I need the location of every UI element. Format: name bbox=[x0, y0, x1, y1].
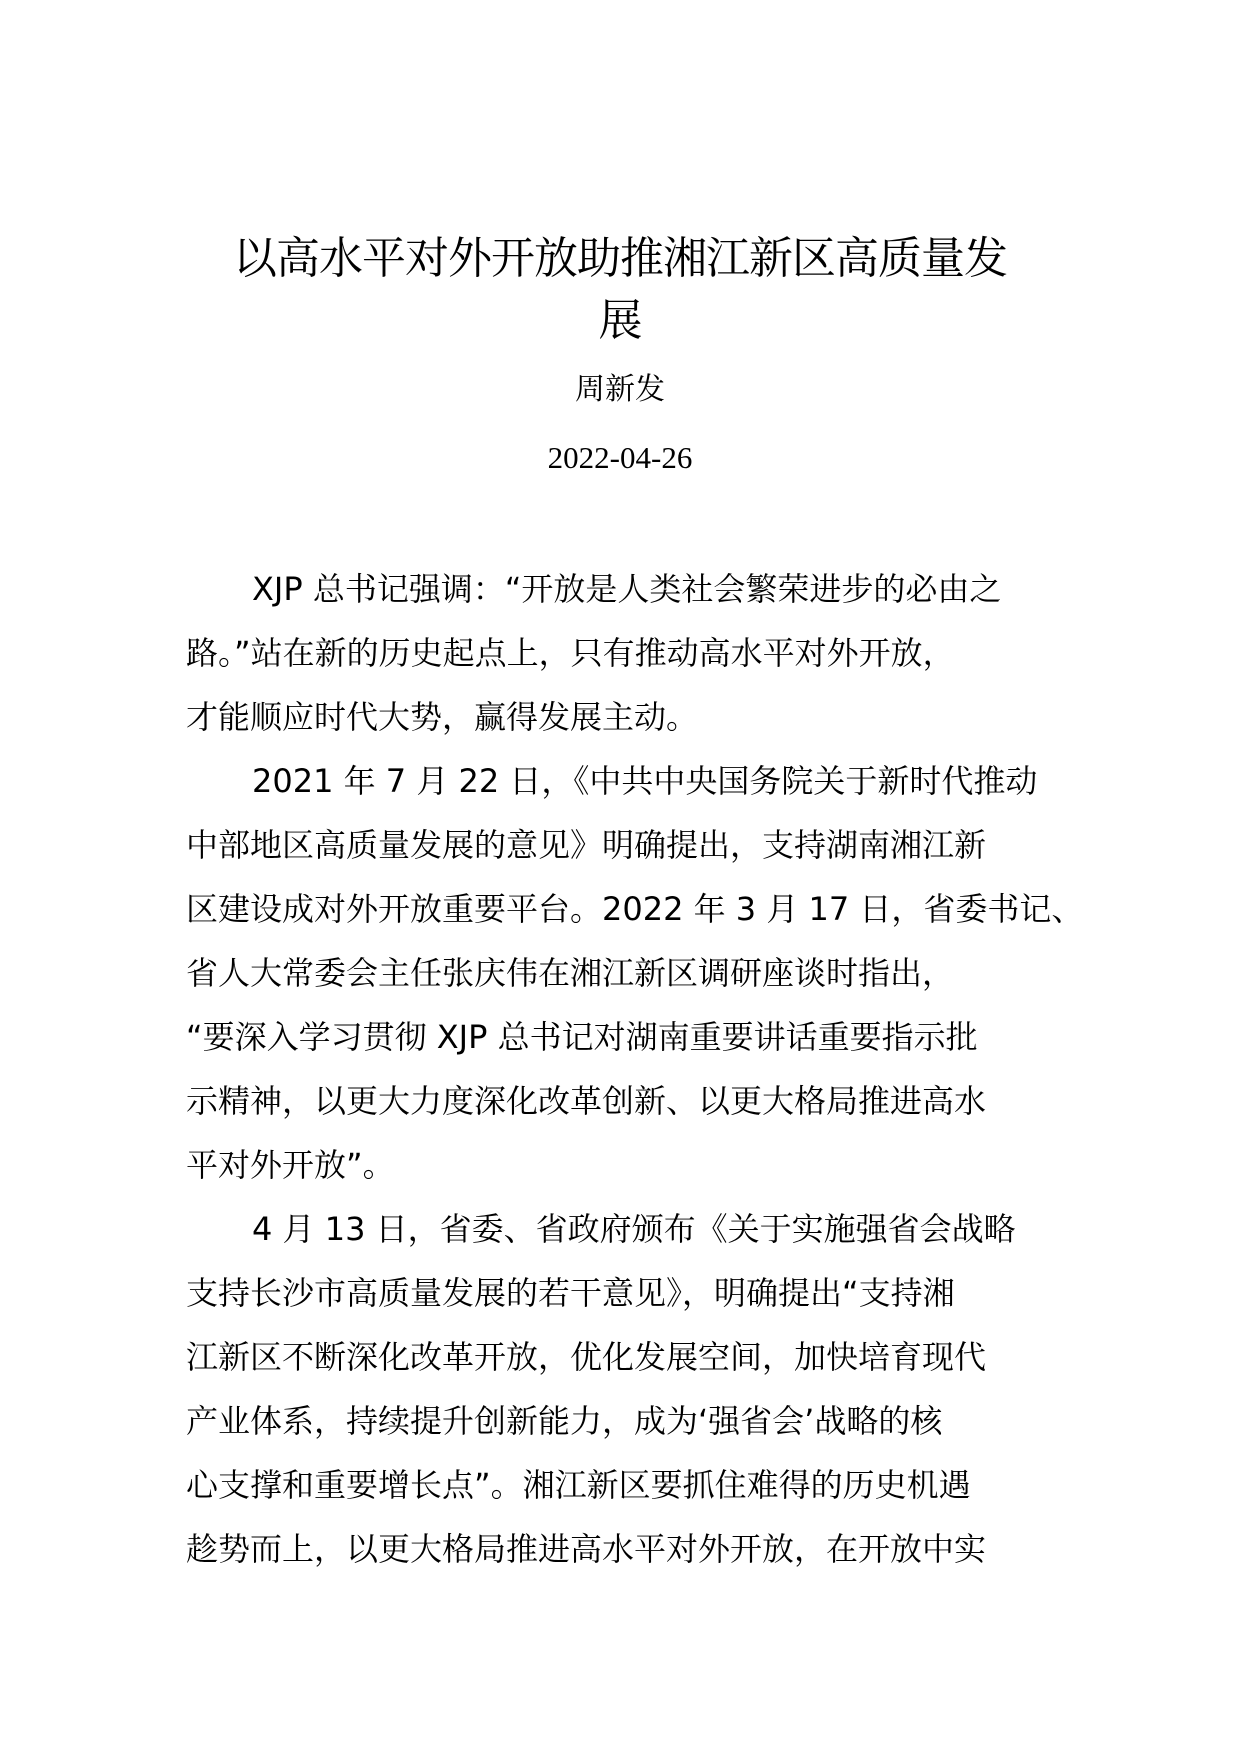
paragraph-line: 中部地区高质量发展的意见》明确提出，支持湖南湘江新 bbox=[186, 826, 987, 864]
paragraph-2 bbox=[186, 749, 1084, 1197]
paragraph-line: 2021 年 7 月 22 日，《中共中央国务院关于新时代推动 bbox=[252, 762, 1038, 800]
paragraph-line: 江新区不断深化改革开放，优化发展空间，加快培育现代 bbox=[186, 1338, 987, 1376]
document-title bbox=[150, 228, 1090, 352]
paragraph-line: 区建设成对外开放重要平台。2022 年 3 月 17 日，省委书记、 bbox=[186, 890, 1084, 928]
paragraph-line: 心支撑和重要增长点”。湘江新区要抓住难得的历史机遇 bbox=[186, 1466, 971, 1504]
document-date: 2022-04-26 bbox=[547, 440, 693, 475]
title-line-2: 展 bbox=[598, 295, 642, 346]
title-line-1: 以高水平对外开放助推湘江新区高质量发 bbox=[233, 233, 1007, 284]
paragraph-line: XJP 总书记强调：“开放是人类社会繁荣进步的必由之 bbox=[252, 570, 1002, 608]
paragraph-3 bbox=[186, 1197, 1054, 1581]
paragraph-line: 省人大常委会主任张庆伟在湘江新区调研座谈时指出， bbox=[186, 954, 955, 992]
paragraph-line: 4 月 13 日，省委、省政府颁布《关于实施强省会战略 bbox=[252, 1210, 1016, 1248]
paragraph-line: “要深入学习贯彻 XJP 总书记对湖南重要讲话重要指示批 bbox=[186, 1018, 978, 1056]
paragraph-line: 产业体系，持续提升创新能力，成为‘强省会’战略的核 bbox=[186, 1402, 943, 1440]
paragraph-line: 示精神，以更大力度深化改革创新、以更大格局推进高水 bbox=[186, 1082, 987, 1120]
document-body bbox=[186, 557, 1084, 1581]
paragraph-1 bbox=[186, 557, 1054, 749]
paragraph-line: 支持长沙市高质量发展的若干意见》，明确提出“支持湘 bbox=[186, 1274, 955, 1312]
paragraph-line: 路。”站在新的历史起点上，只有推动高水平对外开放， bbox=[186, 634, 955, 672]
document-author: 周新发 bbox=[575, 372, 665, 407]
paragraph-line: 趁势而上，以更大格局推进高水平对外开放，在开放中实 bbox=[186, 1530, 987, 1568]
paragraph-line: 平对外开放”。 bbox=[186, 1146, 395, 1184]
paragraph-line: 才能顺应时代大势，赢得发展主动。 bbox=[186, 698, 699, 736]
